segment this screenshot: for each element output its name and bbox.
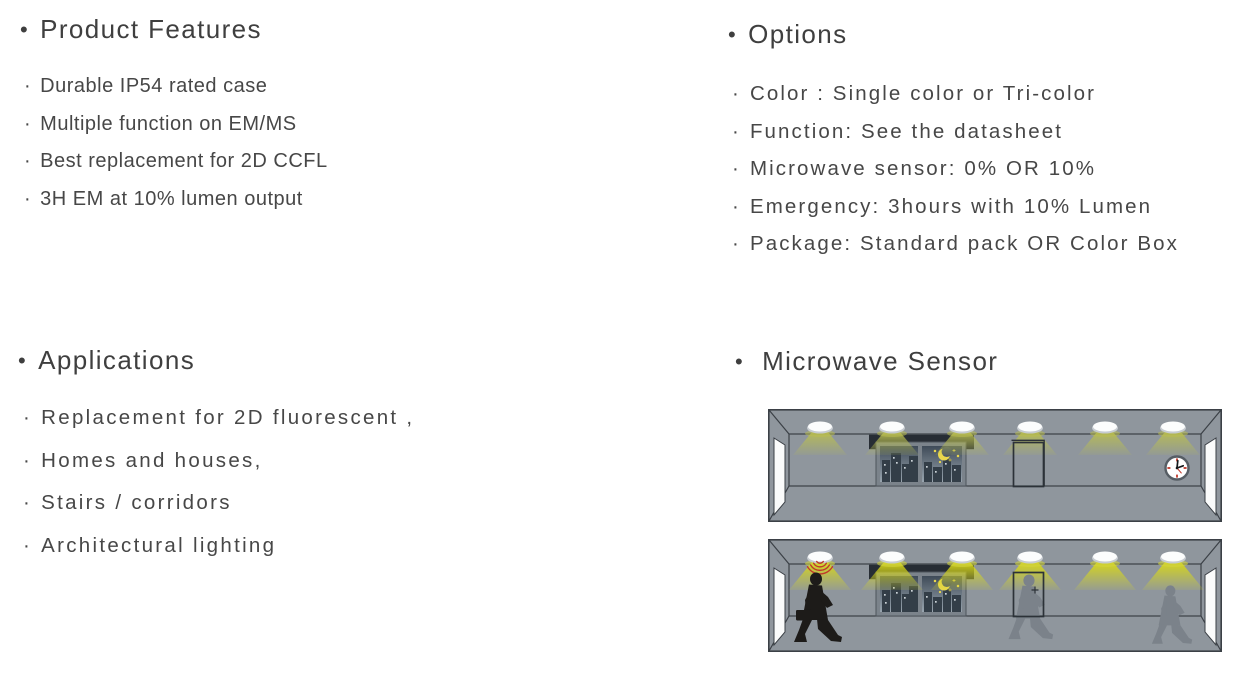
- left-door-panel: [774, 438, 785, 515]
- room-structure: [769, 410, 1221, 521]
- left-door-panel: [774, 568, 785, 645]
- right-door-panel: [1205, 568, 1216, 645]
- list-item: · Function: See the datasheet: [732, 113, 1179, 151]
- microwave-sensor-title: Microwave Sensor: [762, 346, 999, 376]
- item-bullet: ·: [732, 119, 741, 143]
- item-bullet: ·: [23, 448, 33, 472]
- list-item: · Architectural lighting: [23, 525, 414, 568]
- item-bullet: ·: [23, 491, 33, 514]
- item-bullet: ·: [732, 157, 741, 180]
- item-bullet: ·: [732, 82, 741, 105]
- list-item: · 3H EM at 10% lumen output: [24, 181, 328, 219]
- item-bullet: ·: [24, 187, 32, 210]
- heading-bullet: •: [20, 17, 30, 42]
- corridor-sensor-illustration: [768, 539, 1222, 652]
- list-item: · Package: Standard pack OR Color Box: [732, 225, 1179, 263]
- window-mullion: [918, 576, 922, 612]
- microwave-sensor-heading: [735, 346, 998, 377]
- wall-clock-icon: [1166, 457, 1189, 480]
- list-item: · Stairs / corridors: [23, 482, 414, 525]
- applications-list: [23, 397, 414, 567]
- window-mullion: [918, 446, 922, 482]
- list-item: · Best replacement for 2D CCFL: [24, 143, 328, 181]
- heading-bullet: •: [18, 348, 28, 373]
- applications-heading: [18, 345, 195, 376]
- list-item: · Multiple function on EM/MS: [24, 106, 328, 144]
- right-door-panel: [1205, 438, 1216, 515]
- item-bullet: ·: [732, 194, 741, 218]
- product-features-title: Product Features: [40, 14, 262, 44]
- list-item: · Microwave sensor: 0% OR 10%: [732, 150, 1179, 188]
- item-bullet: ·: [24, 75, 32, 97]
- heading-bullet: •: [728, 22, 738, 47]
- list-item: · Emergency: 3hours with 10% Lumen: [732, 188, 1179, 226]
- briefcase-icon: [796, 610, 810, 621]
- list-item: · Replacement for 2D fluorescent ,: [23, 397, 414, 440]
- item-bullet: ·: [24, 150, 32, 172]
- list-item: · Homes and houses,: [23, 440, 414, 483]
- item-bullet: ·: [732, 232, 741, 255]
- item-bullet: ·: [23, 406, 33, 429]
- product-features-heading: [20, 14, 262, 45]
- product-features-list: [24, 68, 328, 218]
- list-item: · Durable IP54 rated case: [24, 68, 328, 106]
- item-bullet: ·: [23, 533, 33, 557]
- options-heading: [728, 19, 848, 50]
- options-list: [732, 75, 1179, 263]
- list-item: · Color : Single color or Tri-color: [732, 75, 1179, 113]
- options-title: Options: [748, 19, 848, 49]
- heading-bullet: •: [735, 349, 745, 374]
- applications-title: Applications: [38, 345, 196, 375]
- corridor-night-illustration: [768, 409, 1222, 522]
- item-bullet: ·: [24, 112, 32, 135]
